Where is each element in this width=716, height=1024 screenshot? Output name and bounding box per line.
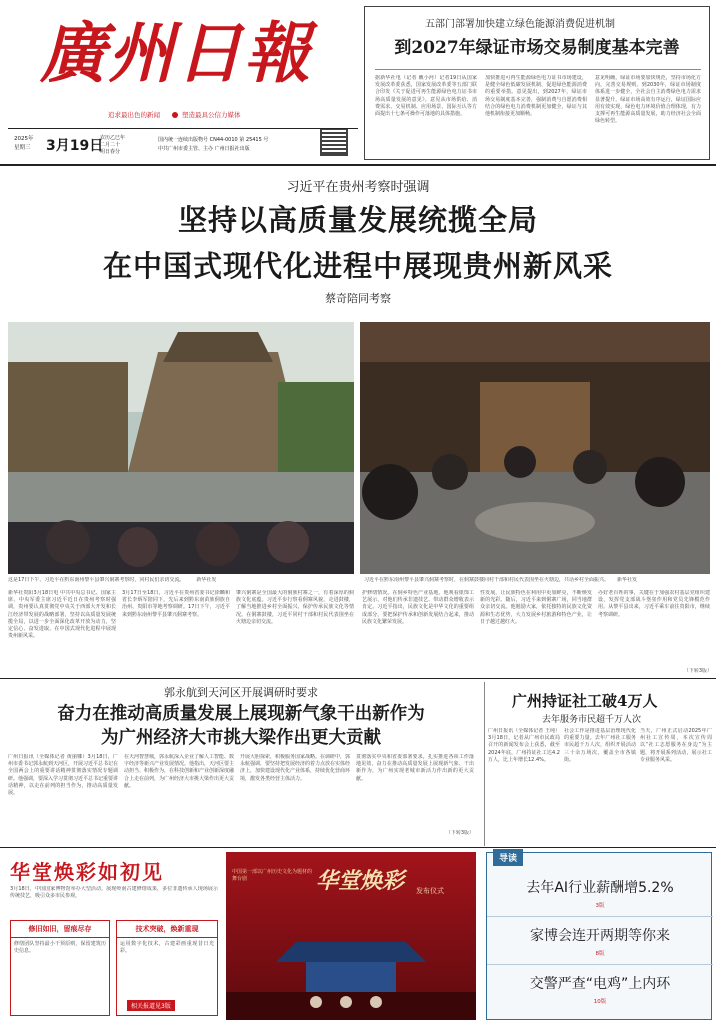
- slogan-bar: [8, 110, 358, 122]
- social-story: [488, 680, 712, 846]
- date-block: [8, 134, 358, 156]
- story-two-continued[interactable]: （下转3版）: [445, 830, 474, 836]
- top-story: [364, 6, 710, 160]
- lead-body-5: 性发展，让民族特色在利用中更加鲜亮，不断焕发新的光彩。随后，习近平来到侗寨广场，同当地群众亲切交流。他勉励大家，依托独特的民族文化资源和生态优势，大力发展乡村旅游和特色产业，让日子越过越红火。: [480, 590, 592, 625]
- lead-headline-1[interactable]: 坚持以高质量发展统揽全局: [177, 203, 538, 237]
- story-two-col-2: 在天河智慧城，郭永航深入企业了解人工智能、数字经济等新兴产业发展情况。他指出，天河区要主动担当、积极作为，在科技创新和产业创新深度融合上走在前列，为广州经济大市挑大梁作出更大贡献。: [124, 754, 234, 789]
- guide-item-page: 3版: [595, 903, 605, 909]
- lead-photo-right: [360, 322, 710, 574]
- story-two-col-3: 开展大胆探索，积极服务国家战略。在调研中，郭永航强调，要坚持把发展经济的着力点放在实体经济上，加快建设现代化产业体系，持续优化营商环境，激发各类经营主体活力。: [240, 754, 350, 782]
- lead-continued[interactable]: （下转3版）: [683, 668, 712, 674]
- feature-box-1: [10, 920, 110, 1016]
- feature-box-1-title: 修旧如旧，留痕尽存: [11, 921, 109, 938]
- slogan-divider-icon: [172, 112, 178, 118]
- poster-line: 中国第一部以广州历史文化为题材的舞台剧: [232, 869, 313, 882]
- social-col-2: 社会工作是推进基层治理现代化的重要力量。去年广州社工服务市民超千万人次，组织开展活动三十余万场次，覆盖全市各镇街。: [564, 728, 636, 763]
- top-story-col-1: 据新华社电（记者 戴小河）记者19日从国家发展改革委获悉，国家发展改革委等五部门联合印发《关于促进可再生能源绿色电力证书市场高质量发展的意见》。意见从市场供给、消费需求、交易机制、应用场景、国际互认等方面提出十七条可操作可落地的具体措施。: [375, 75, 477, 118]
- sponsor: 中共广州市委主管、主办 广州日报社出版: [158, 146, 250, 152]
- lead-caption-left: 这是17日下午，习近平在黔东南州黎平县肇兴侗寨考察时，同村民们亲切交流。 新华社发: [8, 577, 217, 583]
- guide-item-title[interactable]: 交警严查“电鸡”上内环: [529, 976, 671, 992]
- feature-box-2-title: 技术突破，焕新重现: [117, 921, 217, 938]
- story-two-headline-1[interactable]: 奋力在推动高质量发展上展现新气象干出新作为: [57, 704, 425, 724]
- social-subhead: 去年服务市民超千万人次: [542, 715, 642, 725]
- guide-item-title[interactable]: 去年AI行业薪酬增5.2%: [526, 880, 674, 896]
- lead-headline-2[interactable]: 在中国式现代化进程中展现贵州新风采: [102, 249, 613, 283]
- lead-body-3: 肇兴侗寨是全国最大的侗族村寨之一，有着深厚的侗族文化底蕴。习近平步行察看侗寨风貌，走进鼓楼，了解当地推进乡村全面振兴、保护传承民族文化等情况。在侗寨鼓楼，习近平同村干部和村民代表围坐在火塘边亲切交流。: [236, 590, 354, 625]
- year: 2025年: [14, 136, 34, 142]
- guide-item-page: 10版: [593, 999, 607, 1005]
- feature: [0, 848, 222, 1024]
- lead-subhead: 蔡奇陪同考察: [325, 292, 391, 305]
- guide-item[interactable]: [487, 871, 713, 917]
- poster-sub: 发布仪式: [416, 887, 444, 895]
- guide-item[interactable]: [487, 919, 713, 965]
- top-story-col-2: 加快推进可再生能源绿色电力证书市场建设，是健全绿色低碳发展机制、促进绿色能源消费的重要举措。意见提出，到2027年，绿证市场交易制度基本完善，强制消费与自愿消费相结合的绿色电力消费机制更加健全，绿证与其他机制衔接更加顺畅。: [485, 75, 587, 118]
- social-col-1: 广州日报讯（全媒体记者 王纯）3月18日，记者从广州市民政局召开的新闻发布会上获悉，截至2024年底，广州持证社工达4.2万人，比上年增长12.4%。: [488, 728, 560, 763]
- lead-body-1: 新华社贵阳3月18日电 中共中央总书记、国家主席、中央军委主席习近平近日在贵州考察时强调，贵州要认真贯彻党中央关于西部大开发和长江经济带发展的战略部署，坚持以高质量发展统揽全局，以进一步全面深化改革开放为动力，坚定信心、奋发进取，在中国式现代化进程中展现贵州新风采。: [8, 590, 116, 640]
- top-story-kicker: 五部门部署加快建立绿色能源消费促进机制: [425, 19, 615, 30]
- weekday: 星期三: [14, 145, 31, 151]
- feature-poster-photo: [226, 852, 476, 1020]
- feature-intro: 3月18日，中国国家博物馆举办大型活动，展现岭南古建修缮成果，多位非遗传承人现场展示传统技艺，吸引众多市民参观。: [10, 886, 218, 900]
- masthead-logo: 廣州日報: [40, 14, 312, 92]
- lead-caption-right: 习近平在黔东南州黎平县肇兴侗寨考察时，在侗寨鼓楼同村干部和村民代表围坐在火塘边，共话乡村全面振兴。 新华社发: [364, 577, 638, 583]
- poster-title: 华堂焕彩: [316, 868, 405, 894]
- guide: [486, 852, 712, 1020]
- feature-box-2: [116, 920, 218, 1016]
- feature-related-link[interactable]: 相关报道见3版: [127, 1000, 175, 1011]
- lead-kicker: 习近平在贵州考察时强调: [286, 180, 430, 195]
- lunar-line-3: 明日春分: [100, 149, 121, 155]
- guide-label: 导读: [493, 849, 523, 866]
- date: 3月19日: [46, 138, 104, 154]
- lead-body-4: 护修缮情况。在侗乡特色产业基地，他观看银饰工艺展示，对他们传承非遗技艺、带动群众增收表示肯定。习近平指出，民族文化是中华文化的重要组成部分，要把保护传承和创新发展结合起来，推动民族文化繁荣发展。: [362, 590, 474, 625]
- feature-box-2-text: 运用数字化技术，古建彩画重现昔日光彩。: [120, 941, 214, 955]
- cn-number: 国内统一连续出版物号 CN44-0010 第 25415 号: [158, 137, 269, 143]
- social-headline[interactable]: 广州持证社工破4万人: [512, 692, 658, 710]
- lead-body-2: 3月17日至18日，习近平在贵州省委书记徐麟和省长李炳军陪同下，先后来到黔东南苗族侗族自治州、贵阳市等地考察调研。17日下午，习近平来到黔东南州黎平县肇兴侗寨考察。: [122, 590, 230, 618]
- lunar-line-1: 农历乙巳年: [100, 135, 126, 141]
- lunar-line-2: 二月二十: [100, 142, 121, 148]
- story-two-kicker: 郭永航到天河区开展调研时要求: [164, 686, 318, 699]
- story-two-col-4: 贯彻落实中央和省委部署要求，扎实推进各项工作落地见效，奋力在推动高质量发展上展现新气象、干出新作为，为广州实现老城市新活力作出新的更大贡献。: [356, 754, 474, 782]
- story-two: [0, 680, 482, 846]
- top-story-headline[interactable]: 到2027年绿证市场交易制度基本完善: [394, 38, 680, 58]
- slogan-left: 追求最出色的新闻: [108, 111, 160, 119]
- masthead: [0, 0, 360, 160]
- guide-item[interactable]: [487, 967, 713, 1013]
- guide-item-title[interactable]: 家博会连开两期等你来: [530, 928, 670, 944]
- feature-headline[interactable]: 华堂焕彩如初见: [10, 860, 164, 884]
- lead-credit-left: 新华社发: [196, 577, 217, 583]
- story-two-col-1: 广州日报讯（全媒体记者 黄丽娜）3月18日，广州市委书记郭永航到天河区，开展习近平总书记在全国两会上的重要讲话精神贯彻落实情况专题调研。他强调，要深入学习贯彻习近平总书记重要讲话精神，以走在前列的担当作为，推动高质量发展。: [8, 754, 118, 797]
- feature-box-1-text: 修缮团队坚持最小干预原则，保留建筑历史信息。: [14, 941, 106, 955]
- story-two-headline-2[interactable]: 为广州经济大市挑大梁作出更大贡献: [101, 728, 381, 748]
- lead-body-6: 办好老百姓的事，关键在于加强农村基层党组织建设，发挥党支部战斗堡垒作用和党员先锋模范作用。从黎平县出来，习近平乘车前往贵阳市，继续考察调研。: [598, 590, 710, 618]
- social-col-3: 当天，广州正式启动2025年广州社工宣传周，本次宣传周以“社工志愿服务在身边”为主题，将开展系列活动，展示社工专业服务风采。: [640, 728, 712, 763]
- top-story-col-3: 意见明确，绿证市场要加快规范，坚持市场化方向，完善交易规则。到2030年，绿证市场制度体系进一步健全，全社会自主消费绿色电力需求显著提升，绿证市场高效有序运行，绿证国际应用有效实现，绿色电力环境价值合理体现，有力支撑可再生能源高质量发展，助力经济社会全面绿色转型。: [595, 75, 701, 125]
- slogan-right: 塑造最具公信力媒体: [182, 111, 241, 119]
- qr-code-icon[interactable]: [320, 128, 348, 156]
- lead-photo-left: [8, 322, 354, 574]
- guide-item-page: 8版: [595, 951, 605, 957]
- lead-credit-right: 新华社发: [617, 577, 638, 583]
